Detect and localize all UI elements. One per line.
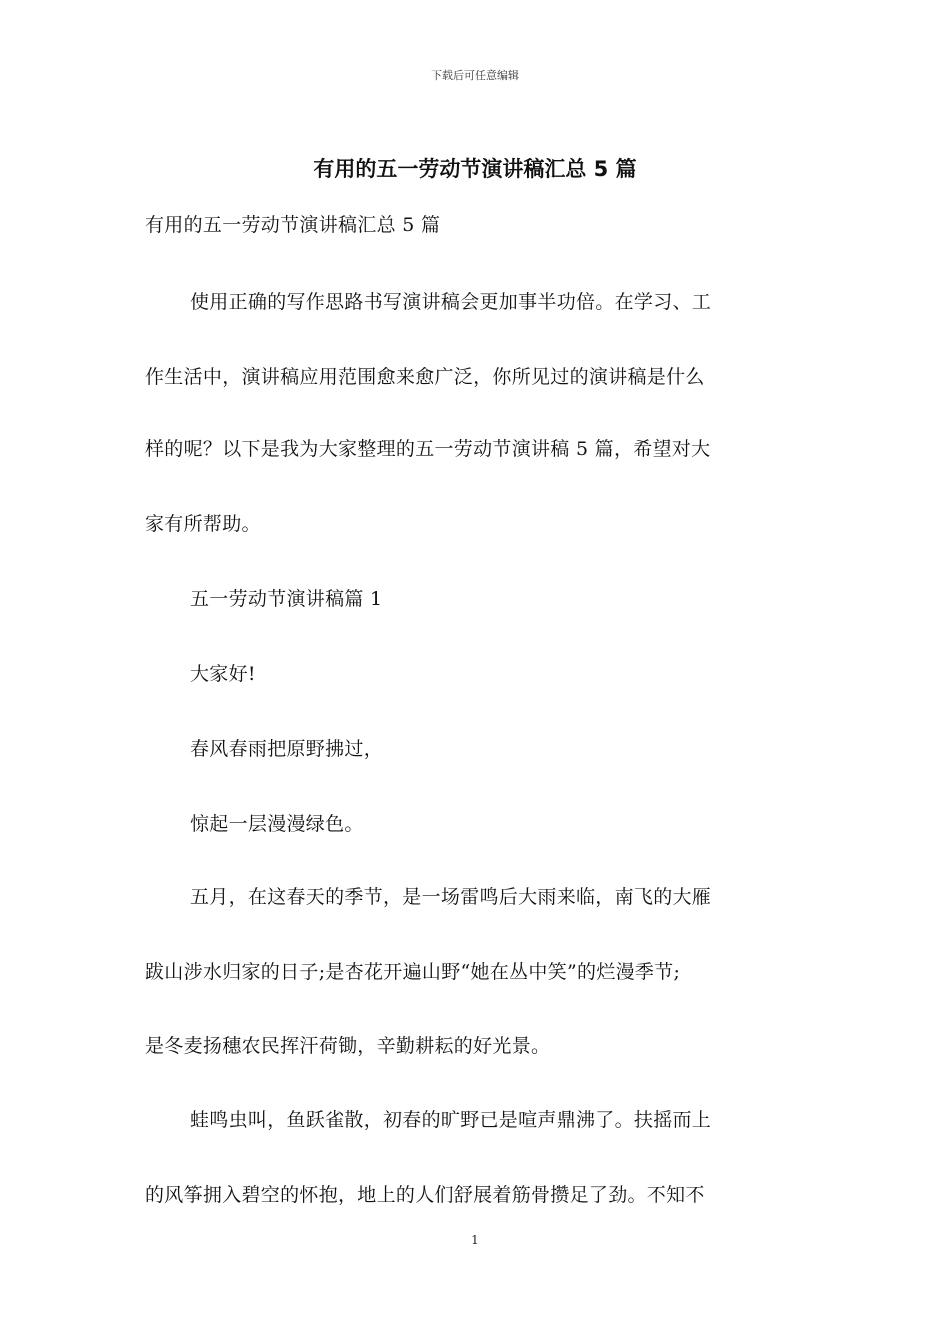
paragraph-line: 惊起一层漫漫绿色。 xyxy=(190,813,364,835)
paragraph-line: 跋山涉水归家的日子;是杏花开遍山野“她在丛中笑”的烂漫季节; xyxy=(145,961,681,983)
paragraph-line: 大家好! xyxy=(190,663,256,685)
paragraph-line: 蛙鸣虫叫，鱼跃雀散，初春的旷野已是喧声鼎沸了。扶摇而上 xyxy=(190,1109,712,1131)
paragraph-line: 使用正确的写作思路书写演讲稿会更加事半功倍。在学习、工 xyxy=(190,291,712,313)
paragraph-line: 的风筝拥入碧空的怀抱，地上的人们舒展着筋骨攒足了劲。不知不 xyxy=(145,1184,705,1206)
paragraph-line: 是冬麦扬穗农民挥汗荷锄，辛勤耕耘的好光景。 xyxy=(145,1035,551,1057)
paragraph-line: 春风春雨把原野拂过， xyxy=(190,738,384,760)
paragraph-line: 五月，在这春天的季节，是一场雷鸣后大雨来临，南飞的大雁 xyxy=(190,886,712,908)
page-header: 下载后可任意编辑 xyxy=(431,69,519,82)
document-title: 有用的五一劳动节演讲稿汇总 5 篇 xyxy=(313,157,637,181)
paragraph-line: 家有所帮助。 xyxy=(145,513,261,535)
page-number: 1 xyxy=(471,1233,479,1247)
paragraph-line: 样的呢？以下是我为大家整理的五一劳动节演讲稿 5 篇，希望对大 xyxy=(145,438,711,460)
paragraph-line: 五一劳动节演讲稿篇 1 xyxy=(190,588,383,610)
paragraph-line: 作生活中，演讲稿应用范围愈来愈广泛，你所见过的演讲稿是什么 xyxy=(145,366,705,388)
paragraph-line: 有用的五一劳动节演讲稿汇总 5 篇 xyxy=(145,214,441,236)
